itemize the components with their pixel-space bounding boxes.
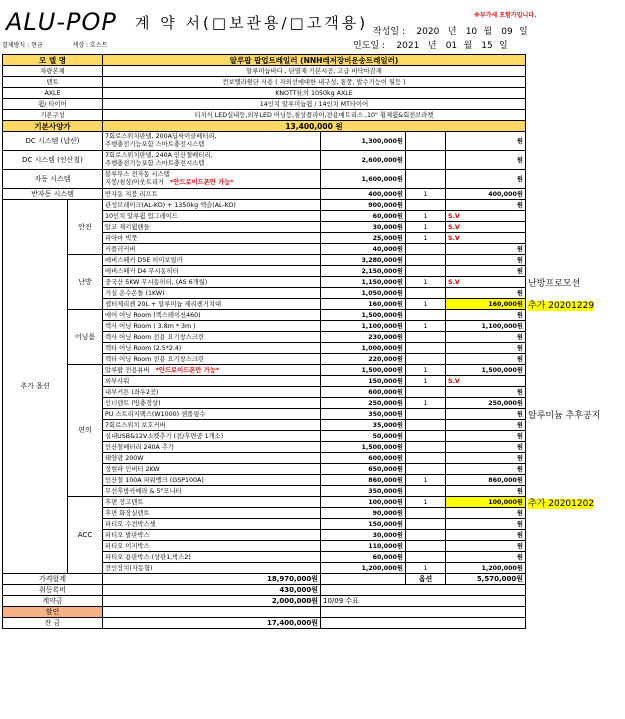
option-price: 650,000원 bbox=[321, 464, 406, 475]
delivery-label: 인도일 : bbox=[353, 41, 385, 51]
option-total: 원 bbox=[446, 200, 526, 211]
option-total: 원 bbox=[446, 431, 526, 442]
option-price: 2,150,000원 bbox=[321, 266, 406, 277]
option-price: 1,150,000원 bbox=[321, 277, 406, 288]
option-desc: 외부샤워 bbox=[103, 376, 321, 387]
spec-row bbox=[3, 66, 526, 77]
option-total: 원 bbox=[446, 530, 526, 541]
option-total: 100,000원 bbox=[446, 497, 526, 508]
option-qty bbox=[406, 508, 446, 519]
option-price: 860,000원 bbox=[321, 475, 406, 486]
discount-label: 할인 bbox=[3, 607, 103, 618]
option-price: 1,500,000원 bbox=[321, 310, 406, 321]
add-note-1229: 추가 20201229 bbox=[528, 300, 595, 311]
spec-value: 알루미늄바디 , 단열재 기본시공, 고급 비닥마감재 bbox=[103, 66, 526, 77]
option-desc: 인너텐트 (방충정상) bbox=[103, 398, 321, 409]
option-qty bbox=[406, 464, 446, 475]
option-desc: 렉사 어닝 Room 전용 요기창스크린 bbox=[103, 332, 321, 343]
spec-row bbox=[3, 77, 526, 88]
system-desc: 반자동 지붕 리프트 bbox=[103, 189, 321, 200]
option-total: 원 bbox=[446, 453, 526, 464]
base-price-value: 13,400,000 원 bbox=[103, 121, 526, 132]
option-qty: 1 bbox=[406, 277, 446, 288]
option-qty bbox=[406, 420, 446, 431]
option-group-name: 안전 bbox=[68, 200, 103, 255]
option-desc: 피아마 빅풋 bbox=[103, 233, 321, 244]
payment-method: 결제방식 : 현금 bbox=[2, 42, 43, 49]
contract-table bbox=[2, 54, 526, 629]
balance-row bbox=[3, 618, 526, 629]
option-desc: 알코 재키휠핸들 bbox=[103, 222, 321, 233]
option-qty: 1 bbox=[406, 563, 446, 574]
option-row bbox=[3, 497, 526, 508]
option-price: 600,000원 bbox=[321, 387, 406, 398]
base-price-row bbox=[3, 121, 526, 132]
option-total: 원 bbox=[446, 343, 526, 354]
payment-info bbox=[2, 40, 135, 49]
option-row bbox=[3, 310, 526, 321]
option-total: 원 bbox=[446, 354, 526, 365]
option-price: 3,280,000원 bbox=[321, 255, 406, 266]
option-desc: 태양광 200W bbox=[103, 453, 321, 464]
spec-label: 차량본체 bbox=[3, 66, 103, 77]
option-desc: PU 스트리지팩스(W1000) 샘플링수 bbox=[103, 409, 321, 420]
system-price: 400,000원 bbox=[321, 189, 406, 200]
option-desc: 파티오 발판박스 bbox=[103, 530, 321, 541]
spec-label: AXLE bbox=[3, 88, 103, 99]
spec-value: 티치식 LED실내등,외부LED 어닝등,침상플라이,전용매트리스 ,10" 휭체휠&회전브라켓 bbox=[103, 110, 526, 121]
option-qty bbox=[406, 431, 446, 442]
option-desc: 파티오 용판박스 (상판1,박스2) bbox=[103, 552, 321, 563]
option-qty: 1 bbox=[406, 475, 446, 486]
option-desc: 관성브레이크(AL-KO) + 1350kg 액슬(AL-KO) bbox=[103, 200, 321, 211]
contract-table-body bbox=[3, 55, 526, 629]
option-total: S.V bbox=[446, 222, 526, 233]
option-qty bbox=[406, 552, 446, 563]
option-total: 160,000원 bbox=[446, 299, 526, 310]
option-price: 100,000원 bbox=[321, 497, 406, 508]
option-label: 옵션 bbox=[406, 574, 446, 585]
option-desc: 10인치 알루휠 업그레이드 bbox=[103, 211, 321, 222]
option-qty: 1 bbox=[406, 398, 446, 409]
option-price: 1,000,000원 bbox=[321, 343, 406, 354]
system-row bbox=[3, 132, 526, 151]
model-value: 알루팝 팝업트레일러 (NNH레저장비운송트레일러) bbox=[103, 55, 526, 66]
option-desc: 커플러커버 bbox=[103, 244, 321, 255]
option-total: 원 bbox=[446, 486, 526, 497]
fee-label: 취등록비 bbox=[3, 585, 103, 596]
option-total: S.V bbox=[446, 233, 526, 244]
unit-month: 월 bbox=[463, 41, 473, 51]
option-price: 25,000원 bbox=[321, 233, 406, 244]
deposit-note: 10/09 수표 bbox=[321, 596, 526, 607]
option-total: 원 bbox=[446, 508, 526, 519]
system-price: 1,600,000원 bbox=[321, 170, 406, 189]
base-price-label: 기본사양가 bbox=[3, 121, 103, 132]
discount-row bbox=[3, 607, 526, 618]
option-price: 250,000원 bbox=[321, 398, 406, 409]
option-price: 900,000원 bbox=[321, 200, 406, 211]
option-price: 1,200,000원 bbox=[321, 563, 406, 574]
system-desc: 블루투스 전자동 시스템 지붕/침상/아웃트리거 *안드로이드폰만 가능* bbox=[103, 170, 321, 189]
option-price: 350,000원 bbox=[321, 409, 406, 420]
spec-row bbox=[3, 99, 526, 110]
written-label: 작성일 : bbox=[373, 27, 405, 37]
option-total: 원 bbox=[446, 541, 526, 552]
option-qty: 1 bbox=[406, 321, 446, 332]
spec-label: 기본구성 bbox=[3, 110, 103, 121]
spec-value: KNOTT社의 1050kg AXLE bbox=[103, 88, 526, 99]
system-total: 원 bbox=[446, 151, 526, 170]
spec-value: 컨보텔라원단 사용 ( 자외선에대한 내구성, 통풍, 발수기능이 월등 ) bbox=[103, 77, 526, 88]
option-total: 원 bbox=[446, 255, 526, 266]
document-title: 계 약 서(□보관용/□고객용) bbox=[135, 14, 369, 32]
option-price: 1,050,000원 bbox=[321, 288, 406, 299]
spec-label: 텐트 bbox=[3, 77, 103, 88]
option-total-sum: 5,570,000원 bbox=[446, 574, 526, 585]
option-price: 50,000원 bbox=[321, 431, 406, 442]
written-date bbox=[373, 24, 528, 37]
option-total: 1,100,000원 bbox=[446, 321, 526, 332]
option-desc: 렉사 어닝 Room ( 3.8m * 3m ) bbox=[103, 321, 321, 332]
option-total: 원 bbox=[446, 519, 526, 530]
system-row bbox=[3, 189, 526, 200]
system-name: DC 시스템 (납산) bbox=[3, 132, 103, 151]
option-qty bbox=[406, 409, 446, 420]
system-row bbox=[3, 151, 526, 170]
option-qty bbox=[406, 343, 446, 354]
option-desc: 에버스페커 D5E 히이보일러 bbox=[103, 255, 321, 266]
option-qty bbox=[406, 453, 446, 464]
spec-row bbox=[3, 88, 526, 99]
option-qty: 1 bbox=[406, 376, 446, 387]
deposit-label: 계약금 bbox=[3, 596, 103, 607]
option-price: 160,000원 bbox=[321, 299, 406, 310]
system-name: 반자동 시스템 bbox=[3, 189, 103, 200]
option-desc: 7회로스위치 보호커버 bbox=[103, 420, 321, 431]
option-total: 원 bbox=[446, 244, 526, 255]
option-desc: 에어 어닝 Room (렉스테이션460) bbox=[103, 310, 321, 321]
option-row bbox=[3, 255, 526, 266]
deposit-row bbox=[3, 596, 526, 607]
option-price: 1,100,000원 bbox=[321, 321, 406, 332]
option-total: S.V bbox=[446, 211, 526, 222]
balance-label: 잔 금 bbox=[3, 618, 103, 629]
deposit-value: 2,000,000원 bbox=[103, 596, 321, 607]
discount-value bbox=[103, 607, 321, 618]
option-total: 원 bbox=[446, 442, 526, 453]
option-desc: 후면 화장실텐트 bbox=[103, 508, 321, 519]
option-qty bbox=[406, 541, 446, 552]
system-qty bbox=[406, 151, 446, 170]
blank-cell bbox=[321, 574, 406, 585]
blank-cell bbox=[321, 585, 526, 596]
price-total: 18,970,000원 bbox=[103, 574, 321, 585]
option-total: S.V bbox=[446, 376, 526, 387]
balance-value: 17,400,000원 bbox=[103, 618, 321, 629]
delivery-year: 2021 bbox=[396, 41, 420, 51]
option-desc: 에버스페커 D4 무시동히터 bbox=[103, 266, 321, 277]
unit-day: 일 bbox=[499, 41, 508, 51]
price-total-row bbox=[3, 574, 526, 585]
option-desc: 인산철 100A 파워뱅크 (GSP100A) bbox=[103, 475, 321, 486]
unit-month: 월 bbox=[483, 27, 493, 37]
unit-year: 년 bbox=[447, 27, 457, 37]
option-qty: 1 bbox=[406, 497, 446, 508]
option-desc: 거실 온수온돌 (1KW) bbox=[103, 288, 321, 299]
option-qty bbox=[406, 354, 446, 365]
option-desc: 렉타 어닝 Room (2.5*2.4) bbox=[103, 343, 321, 354]
option-qty bbox=[406, 255, 446, 266]
blank-cell bbox=[321, 618, 526, 629]
system-total: 원 bbox=[446, 132, 526, 151]
option-price: 150,000원 bbox=[321, 519, 406, 530]
option-desc: 중국산 5KW 무시동히터, (AS 6개월) bbox=[103, 277, 321, 288]
option-total: 860,000원 bbox=[446, 475, 526, 486]
delivery-date bbox=[353, 38, 508, 51]
option-desc: 셉터제리켄 20L + 알루미늄 제리켄거치대 bbox=[103, 299, 321, 310]
option-qty: 1 bbox=[406, 299, 446, 310]
option-desc: 파티오 수전박스셋 bbox=[103, 519, 321, 530]
spec-value: 14인치 알루미늄휠 / 14인치 MT타이어 bbox=[103, 99, 526, 110]
option-group-name: 편의 bbox=[68, 365, 103, 497]
option-total: 1,500,000원 bbox=[446, 365, 526, 376]
option-price: 30,000원 bbox=[321, 222, 406, 233]
color-info: 색상 : 호스트 bbox=[72, 42, 108, 49]
option-price: 350,000원 bbox=[321, 486, 406, 497]
options-label: 추가 옵션 bbox=[3, 200, 68, 574]
option-price: 150,000원 bbox=[321, 376, 406, 387]
written-day: 09 bbox=[501, 27, 513, 37]
option-desc: 렉타 어닝 Room 전용 요기창스크린 bbox=[103, 354, 321, 365]
model-label: 모 델 명 bbox=[3, 55, 103, 66]
add-note-1202: 추가 20201202 bbox=[528, 498, 595, 509]
unit-year: 년 bbox=[427, 41, 437, 51]
option-row bbox=[3, 365, 526, 376]
option-qty: 1 bbox=[406, 211, 446, 222]
system-desc: 7회로스위치판넬, 240A 인산철배터리, 주행충전기능포함 스마트충전시스템 bbox=[103, 151, 321, 170]
option-price: 1,500,000원 bbox=[321, 442, 406, 453]
option-qty: 1 bbox=[406, 365, 446, 376]
brand-logo: ALU-POP bbox=[6, 8, 117, 36]
option-qty bbox=[406, 332, 446, 343]
system-desc: 7회로스위치판넬, 200A딥싸이클배터리, 주행충전기능포함 스마트충전시스템 bbox=[103, 132, 321, 151]
vat-note: ※부가세 포함가입니다. bbox=[474, 12, 537, 19]
written-year: 2020 bbox=[416, 27, 440, 37]
option-price: 40,000원 bbox=[321, 244, 406, 255]
option-desc: 내부커튼 (좌우2곳) bbox=[103, 387, 321, 398]
option-price: 110,000원 bbox=[321, 541, 406, 552]
option-qty bbox=[406, 310, 446, 321]
written-month: 10 bbox=[465, 27, 478, 37]
option-qty bbox=[406, 244, 446, 255]
option-qty: 1 bbox=[406, 222, 446, 233]
option-price: 30,000원 bbox=[321, 530, 406, 541]
system-qty bbox=[406, 170, 446, 189]
option-total: 원 bbox=[446, 310, 526, 321]
option-price: 90,000원 bbox=[321, 508, 406, 519]
option-total: 원 bbox=[446, 409, 526, 420]
price-total-label: 가격합계 bbox=[3, 574, 103, 585]
delivery-day: 15 bbox=[481, 41, 493, 51]
system-qty: 1 bbox=[406, 189, 446, 200]
option-row bbox=[3, 200, 526, 211]
aluminum-notice-note: 알루미늄 추후공지 bbox=[528, 410, 601, 421]
model-row bbox=[3, 55, 526, 66]
option-qty bbox=[406, 288, 446, 299]
option-desc: 정현파 인버터 2KW bbox=[103, 464, 321, 475]
option-qty bbox=[406, 387, 446, 398]
option-total: 원 bbox=[446, 552, 526, 563]
option-total: S.V bbox=[446, 277, 526, 288]
option-desc: 후면 장고텐트 bbox=[103, 497, 321, 508]
heating-promo-note: 난방프로모션 bbox=[528, 278, 581, 289]
blank-cell bbox=[321, 607, 526, 618]
option-price: 60,000원 bbox=[321, 211, 406, 222]
option-qty bbox=[406, 266, 446, 277]
system-total: 400,000원 bbox=[446, 189, 526, 200]
option-qty bbox=[406, 519, 446, 530]
option-price: 600,000원 bbox=[321, 453, 406, 464]
system-name: 자동 시스템 bbox=[3, 170, 103, 189]
system-row bbox=[3, 170, 526, 189]
system-qty bbox=[406, 132, 446, 151]
option-desc: 알루팝 전용뷰버 *안드로이드폰만 가능* bbox=[103, 365, 321, 376]
option-desc: 파티오 이지박스 bbox=[103, 541, 321, 552]
option-group-name: 난방 bbox=[68, 255, 103, 310]
fee-value: 430,000원 bbox=[103, 585, 321, 596]
system-name: DC 시스템 (인산철) bbox=[3, 151, 103, 170]
option-desc: 견인장치(자동형) bbox=[103, 563, 321, 574]
option-price: 35,000원 bbox=[321, 420, 406, 431]
option-qty bbox=[406, 486, 446, 497]
option-total: 원 bbox=[446, 464, 526, 475]
option-qty bbox=[406, 530, 446, 541]
system-total: 원 bbox=[446, 170, 526, 189]
option-total: 원 bbox=[446, 332, 526, 343]
option-total: 원 bbox=[446, 420, 526, 431]
option-qty bbox=[406, 200, 446, 211]
spec-label: 휠/ 타이어 bbox=[3, 99, 103, 110]
option-desc: 실내USB&12V소켓추가 (전/후면중 1개소) bbox=[103, 431, 321, 442]
option-desc: 무선후방카메라 & 5"모니터 bbox=[103, 486, 321, 497]
option-price: 220,000원 bbox=[321, 354, 406, 365]
fee-row bbox=[3, 585, 526, 596]
system-price: 1,300,000원 bbox=[321, 132, 406, 151]
option-price: 1,500,000원 bbox=[321, 365, 406, 376]
option-group-name: ACC bbox=[68, 497, 103, 574]
option-desc: 인산철배터리 240A 추가 bbox=[103, 442, 321, 453]
option-total: 1,200,000원 bbox=[446, 563, 526, 574]
option-price: 230,000원 bbox=[321, 332, 406, 343]
option-price: 60,000원 bbox=[321, 552, 406, 563]
option-qty: 1 bbox=[406, 233, 446, 244]
option-total: 원 bbox=[446, 266, 526, 277]
unit-day: 일 bbox=[519, 27, 528, 37]
option-total: 원 bbox=[446, 387, 526, 398]
spec-row bbox=[3, 110, 526, 121]
option-total: 250,000원 bbox=[446, 398, 526, 409]
delivery-month: 01 bbox=[445, 41, 458, 51]
option-total: 원 bbox=[446, 288, 526, 299]
system-price: 2,600,000원 bbox=[321, 151, 406, 170]
option-group-name: 어닝룸 bbox=[68, 310, 103, 365]
option-qty bbox=[406, 442, 446, 453]
